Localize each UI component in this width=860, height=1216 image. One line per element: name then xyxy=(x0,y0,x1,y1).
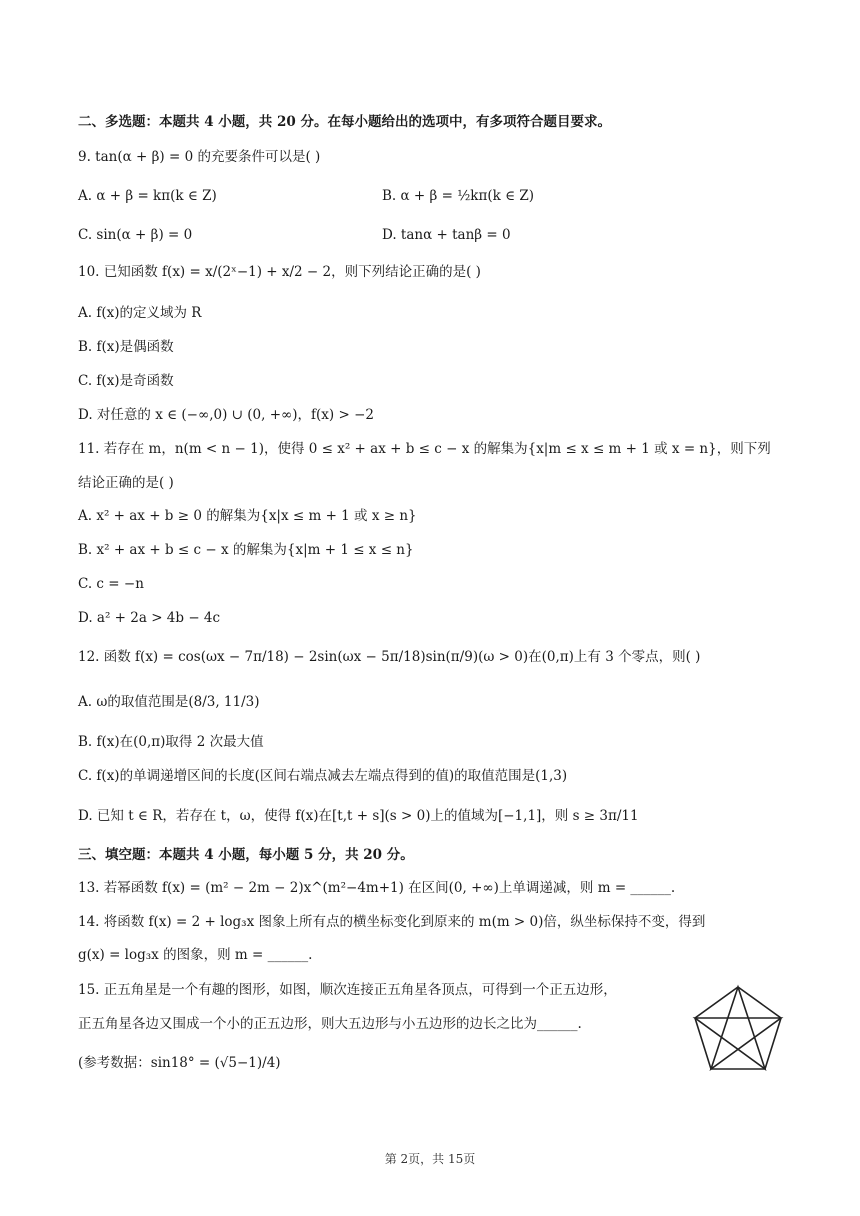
q15-stem-line1: 15. 正五角星是一个有趣的图形，如图，顺次连接正五角星各顶点，可得到一个正五边形， xyxy=(78,982,617,998)
q11-stem-line2: 结论正确的是( ) xyxy=(78,475,174,491)
q12-option-c: C. f(x)的单调递增区间的长度(区间右端点减去左端点得到的值)的取值范围是(1,3) xyxy=(78,768,568,784)
q10-option-a: A. f(x)的定义域为 R xyxy=(78,305,202,321)
page-footer: 第 2页，共 15页 xyxy=(384,1152,476,1166)
q10-option-b: B. f(x)是偶函数 xyxy=(78,339,174,355)
q11-option-a: A. x² + ax + b ≥ 0 的解集为{x|x ≤ m + 1 或 x ≥ n} xyxy=(78,508,417,524)
q15-stem-line2: 正五角星各边又围成一个小的正五边形，则大五边形与小五边形的边长之比为______. xyxy=(78,1016,582,1032)
q10-stem: 10. 已知函数 f(x) = x/(2ˣ−1) + x/2 − 2，则下列结论正确的是( ) xyxy=(78,264,481,280)
q10-option-c: C. f(x)是奇函数 xyxy=(78,373,174,389)
q12-option-d: D. 已知 t ∈ R，若存在 t，ω，使得 f(x)在[t,t + s](s > 0)上的值域为[−1,1]，则 s ≥ 3π/11 xyxy=(78,808,639,824)
q13-stem: 13. 若幂函数 f(x) = (m² − 2m − 2)x^(m²−4m+1) 在区间(0, +∞)上单调递减，则 m = ______. xyxy=(78,880,676,896)
q11-option-c: C. c = −n xyxy=(78,576,144,592)
q9-option-c: C. sin(α + β) = 0 xyxy=(78,227,193,243)
q12-option-a: A. ω的取值范围是(8/3, 11/3) xyxy=(78,694,260,710)
q11-stem-line1: 11. 若存在 m，n(m < n − 1)，使得 0 ≤ x² + ax + b ≤ c − x 的解集为{x|m ≤ x ≤ m + 1 或 x = n}，则下列 xyxy=(78,441,771,457)
q11-option-d: D. a² + 2a > 4b − 4c xyxy=(78,610,221,626)
section-2-header: 二、多选题：本题共 4 小题，共 20 分。在每小题给出的选项中，有多项符合题目要求。 xyxy=(78,114,611,130)
q10-option-d: D. 对任意的 x ∈ (−∞,0) ∪ (0, +∞)，f(x) > −2 xyxy=(78,407,374,423)
section-3-header: 三、填空题：本题共 4 小题，每小题 5 分，共 20 分。 xyxy=(78,847,414,863)
q14-stem-line1: 14. 将函数 f(x) = 2 + log₃x 图象上所有点的横坐标变化到原来的 m(m > 0)倍，纵坐标保持不变，得到 xyxy=(78,914,706,930)
q9-option-b: B. α + β = ½kπ(k ∈ Z) xyxy=(382,188,535,204)
q12-option-b: B. f(x)在(0,π)取得 2 次最大值 xyxy=(78,734,264,750)
q11-option-b: B. x² + ax + b ≤ c − x 的解集为{x|m + 1 ≤ x ≤ n} xyxy=(78,542,414,558)
q9-option-d: D. tanα + tanβ = 0 xyxy=(382,227,511,243)
q9-stem: 9. tan(α + β) = 0 的充要条件可以是( ) xyxy=(78,149,321,165)
q12-stem: 12. 函数 f(x) = cos(ωx − 7π/18) − 2sin(ωx − 5π/18)sin(π/9)(ω > 0)在(0,π)上有 3 个零点，则( ) xyxy=(78,649,701,665)
q14-stem-line2: g(x) = log₃x 的图象，则 m = ______. xyxy=(78,947,313,963)
q15-reference-data: (参考数据：sin18° = (√5−1)/4) xyxy=(78,1055,281,1071)
q9-option-a: A. α + β = kπ(k ∈ Z) xyxy=(78,188,217,204)
pentagram-figure xyxy=(690,983,786,1075)
